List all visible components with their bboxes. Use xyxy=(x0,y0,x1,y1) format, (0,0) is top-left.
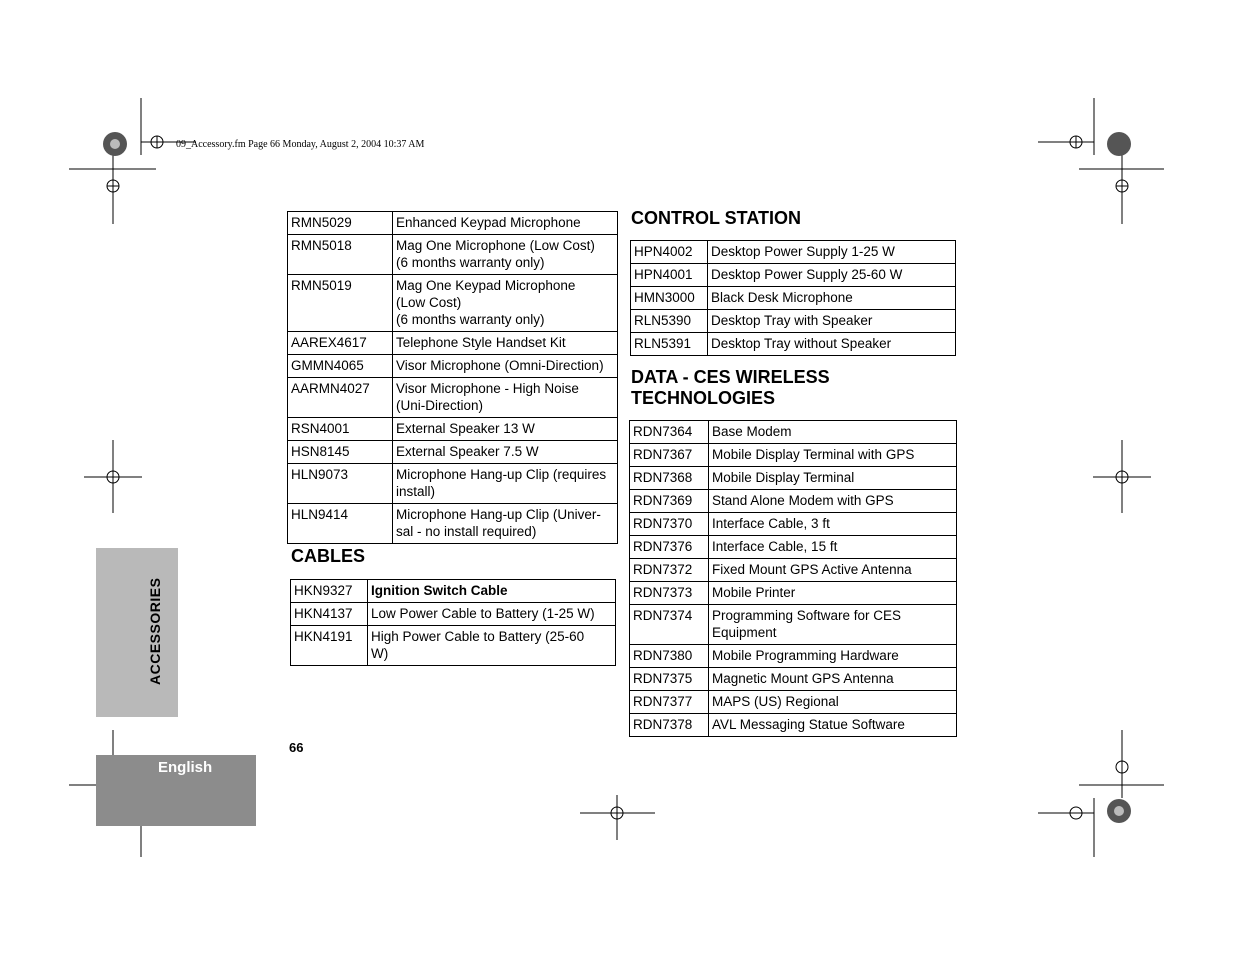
table-row xyxy=(288,235,618,275)
description-cell: Mobile Printer xyxy=(709,582,957,605)
table-row xyxy=(630,490,957,513)
side-tab xyxy=(96,548,178,717)
table-row xyxy=(631,287,956,310)
part-number-cell: HKN4137 xyxy=(291,603,368,626)
part-number-cell: HLN9073 xyxy=(288,464,393,504)
part-number-cell: RMN5029 xyxy=(288,212,393,235)
data-ces-heading xyxy=(631,367,830,409)
part-number-cell: HKN4191 xyxy=(291,626,368,666)
part-number-cell: RLN5391 xyxy=(631,333,708,356)
part-number-cell: RMN5019 xyxy=(288,275,393,332)
part-number-cell: RDN7369 xyxy=(630,490,709,513)
table-row xyxy=(631,310,956,333)
description-cell: Mobile Display Terminal xyxy=(709,467,957,490)
table-row xyxy=(630,605,957,645)
description-cell: Microphone Hang-up Clip (Univer- sal - no install required) xyxy=(393,504,618,544)
data-ces-heading-line1: DATA - CES WIRELESS xyxy=(631,367,830,387)
description-cell: Telephone Style Handset Kit xyxy=(393,332,618,355)
table-row xyxy=(630,467,957,490)
table-row xyxy=(630,536,957,559)
description-cell: Enhanced Keypad Microphone xyxy=(393,212,618,235)
description-cell: Mobile Display Terminal with GPS xyxy=(709,444,957,467)
table-row xyxy=(630,444,957,467)
description-cell: Visor Microphone (Omni-Direction) xyxy=(393,355,618,378)
description-cell: Desktop Tray with Speaker xyxy=(708,310,956,333)
part-number-cell: RLN5390 xyxy=(631,310,708,333)
table-row xyxy=(630,513,957,536)
data-ces-table xyxy=(629,420,957,737)
language-label: English xyxy=(158,759,213,776)
description-cell: Stand Alone Modem with GPS xyxy=(709,490,957,513)
description-cell: External Speaker 13 W xyxy=(393,418,618,441)
table-row xyxy=(288,504,618,544)
description-cell: Interface Cable, 3 ft xyxy=(709,513,957,536)
table-row xyxy=(291,626,616,666)
description-cell: External Speaker 7.5 W xyxy=(393,441,618,464)
description-cell: Programming Software for CES Equipment xyxy=(709,605,957,645)
description-cell: Mobile Programming Hardware xyxy=(709,645,957,668)
file-info-header: 09_Accessory.fm Page 66 Monday, August 2, 2004 10:37 AM xyxy=(176,139,425,150)
table-row xyxy=(631,333,956,356)
table-row xyxy=(630,645,957,668)
part-number-cell: HMN3000 xyxy=(631,287,708,310)
part-number-cell: RDN7370 xyxy=(630,513,709,536)
description-cell: High Power Cable to Battery (25-60 W) xyxy=(368,626,616,666)
table-row xyxy=(288,355,618,378)
page-number: 66 xyxy=(289,740,304,755)
description-cell: Base Modem xyxy=(709,421,957,444)
part-number-cell: RDN7367 xyxy=(630,444,709,467)
control-station-table xyxy=(630,240,956,356)
table-row xyxy=(630,559,957,582)
description-cell: Visor Microphone - High Noise (Uni-Direction) xyxy=(393,378,618,418)
table-row xyxy=(631,241,956,264)
part-number-cell: RDN7368 xyxy=(630,467,709,490)
side-tab-label: ACCESSORIES xyxy=(147,577,163,685)
description-cell: MAPS (US) Regional xyxy=(709,691,957,714)
table-row xyxy=(630,421,957,444)
part-number-cell: HPN4001 xyxy=(631,264,708,287)
cables-heading: CABLES xyxy=(291,546,366,566)
description-cell: Desktop Power Supply 25-60 W xyxy=(708,264,956,287)
part-number-cell: RDN7378 xyxy=(630,714,709,737)
part-number-cell: RDN7372 xyxy=(630,559,709,582)
part-number-cell: AAREX4617 xyxy=(288,332,393,355)
data-ces-heading-line2: TECHNOLOGIES xyxy=(631,388,776,408)
part-number-cell: HPN4002 xyxy=(631,241,708,264)
part-number-cell: HSN8145 xyxy=(288,441,393,464)
table-row xyxy=(288,332,618,355)
description-cell: Microphone Hang-up Clip (requires install) xyxy=(393,464,618,504)
description-cell: Desktop Power Supply 1-25 W xyxy=(708,241,956,264)
part-number-cell: RSN4001 xyxy=(288,418,393,441)
description-cell: Black Desk Microphone xyxy=(708,287,956,310)
description-cell: Mag One Keypad Microphone (Low Cost) (6 months warranty only) xyxy=(393,275,618,332)
table-row xyxy=(288,275,618,332)
table-row xyxy=(288,441,618,464)
description-cell: Magnetic Mount GPS Antenna xyxy=(709,668,957,691)
table-row xyxy=(288,378,618,418)
part-number-cell: RDN7373 xyxy=(630,582,709,605)
part-number-cell: HKN9327 xyxy=(291,580,368,603)
part-number-cell: RMN5018 xyxy=(288,235,393,275)
table-row xyxy=(630,668,957,691)
description-cell: Ignition Switch Cable xyxy=(368,580,616,603)
table-row xyxy=(291,580,616,603)
table-row xyxy=(630,714,957,737)
description-cell: Desktop Tray without Speaker xyxy=(708,333,956,356)
part-number-cell: RDN7375 xyxy=(630,668,709,691)
part-number-cell: GMMN4065 xyxy=(288,355,393,378)
audio-accessories-table xyxy=(287,211,618,544)
table-row xyxy=(291,603,616,626)
description-cell: Interface Cable, 15 ft xyxy=(709,536,957,559)
table-row xyxy=(288,464,618,504)
table-row xyxy=(630,582,957,605)
description-cell: Mag One Microphone (Low Cost) (6 months warranty only) xyxy=(393,235,618,275)
control-station-heading: CONTROL STATION xyxy=(631,208,801,228)
cables-table xyxy=(290,579,616,666)
table-row xyxy=(288,212,618,235)
part-number-cell: RDN7364 xyxy=(630,421,709,444)
part-number-cell: HLN9414 xyxy=(288,504,393,544)
part-number-cell: AARMN4027 xyxy=(288,378,393,418)
table-row xyxy=(288,418,618,441)
description-cell: AVL Messaging Statue Software xyxy=(709,714,957,737)
description-cell: Low Power Cable to Battery (1-25 W) xyxy=(368,603,616,626)
part-number-cell: RDN7380 xyxy=(630,645,709,668)
part-number-cell: RDN7377 xyxy=(630,691,709,714)
description-cell: Fixed Mount GPS Active Antenna xyxy=(709,559,957,582)
part-number-cell: RDN7376 xyxy=(630,536,709,559)
table-row xyxy=(631,264,956,287)
table-row xyxy=(630,691,957,714)
part-number-cell: RDN7374 xyxy=(630,605,709,645)
